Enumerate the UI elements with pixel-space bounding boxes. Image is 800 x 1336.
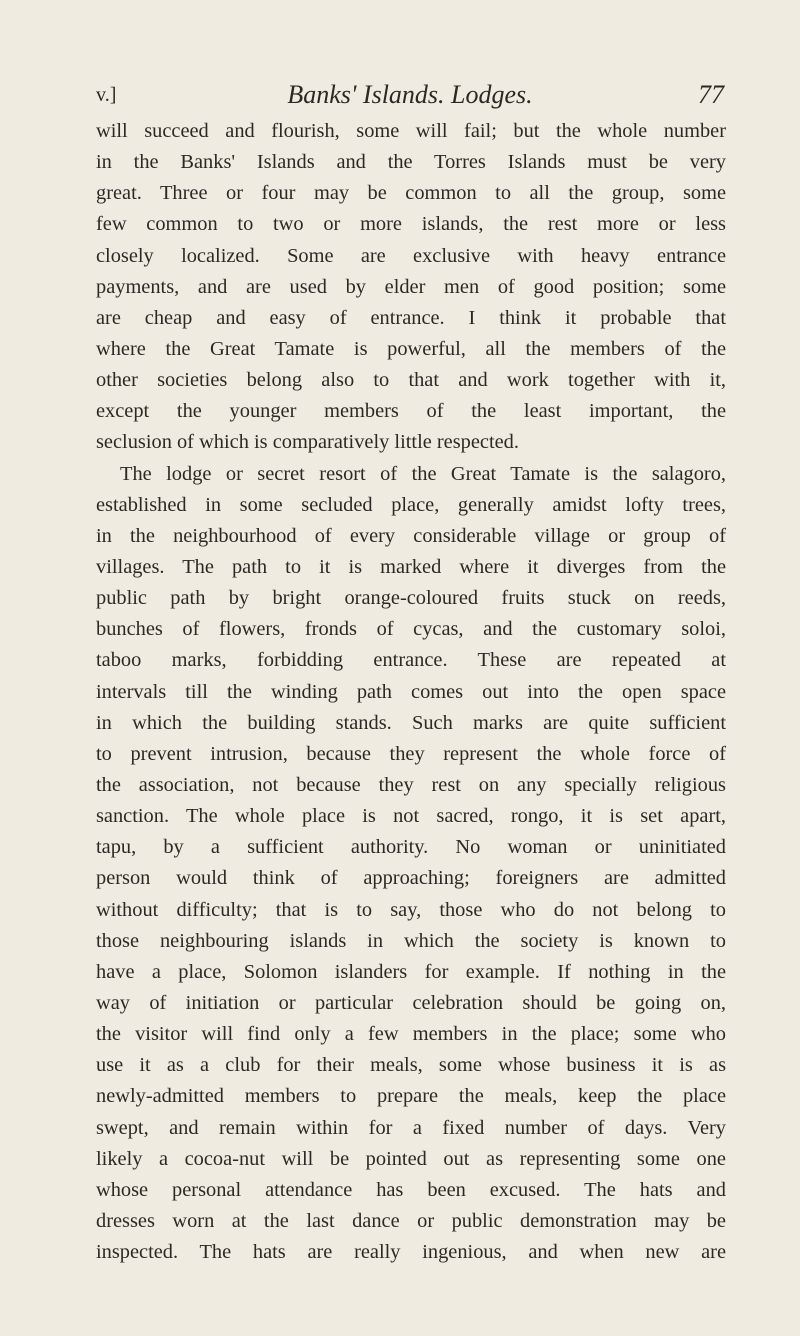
text-line: swept, and remain within for a fixed number of days. Very xyxy=(96,1116,726,1139)
text-line: are cheap and easy of entrance. I think it probable that xyxy=(96,306,726,329)
text-line: way of initiation or particular celebration should be going on, xyxy=(96,991,726,1014)
text-line: inspected. The hats are really ingenious, and when new are xyxy=(96,1241,726,1264)
text-line: public path by bright orange-coloured fruits stuck on reeds, xyxy=(96,587,726,610)
text-line: where the Great Tamate is powerful, all the members of the xyxy=(96,337,726,360)
running-head xyxy=(96,80,724,114)
text-line: to prevent intrusion, because they represent the whole force of xyxy=(96,742,726,765)
text-line: those neighbouring islands in which the society is known to xyxy=(96,929,726,952)
text-line: except the younger members of the least important, the xyxy=(96,400,726,423)
text-line: person would think of approaching; foreigners are admitted xyxy=(96,867,726,890)
text-line: great. Three or four may be common to all the group, some xyxy=(96,182,726,205)
paragraph-end-line: seclusion of which is comparatively little respected. xyxy=(96,431,519,454)
text-line: in which the building stands. Such marks are quite sufficient xyxy=(96,711,726,734)
text-line: taboo marks, forbidding entrance. These are repeated at xyxy=(96,649,726,672)
text-line: newly-admitted members to prepare the meals, keep the place xyxy=(96,1085,726,1108)
running-title: Banks' Islands. Lodges. xyxy=(287,80,533,109)
text-line: have a place, Solomon islanders for example. If nothing in the xyxy=(96,960,726,983)
text-line: whose personal attendance has been excused. The hats and xyxy=(96,1178,726,1201)
paragraph-start-line: The lodge or secret resort of the Great Tamate is the salagoro, xyxy=(120,462,726,485)
text-line: the visitor will find only a few members in the place; some who xyxy=(96,1023,726,1046)
text-line: likely a cocoa-nut will be pointed out as representing some one xyxy=(96,1147,726,1170)
text-line: bunches of flowers, fronds of cycas, and the customary soloi, xyxy=(96,618,726,641)
text-line: will succeed and flourish, some will fail; but the whole number xyxy=(96,120,726,142)
text-line: in the neighbourhood of every considerable village or group of xyxy=(96,524,726,547)
body-text xyxy=(96,116,726,1268)
text-line: few common to two or more islands, the rest more or less xyxy=(96,213,726,236)
text-line: without difficulty; that is to say, those who do not belong to xyxy=(96,898,726,921)
text-line: sanction. The whole place is not sacred, rongo, it is set apart, xyxy=(96,805,726,828)
text-line: payments, and are used by elder men of good position; some xyxy=(96,275,726,298)
chapter-number: v.] xyxy=(96,84,117,106)
text-line: the association, not because they rest on any specially religious xyxy=(96,773,726,796)
text-line: villages. The path to it is marked where it diverges from the xyxy=(96,555,726,578)
text-line: use it as a club for their meals, some whose business it is as xyxy=(96,1054,726,1077)
text-line: other societies belong also to that and work together with it, xyxy=(96,369,726,392)
text-line: tapu, by a sufficient authority. No woman or uninitiated xyxy=(96,836,726,859)
text-line: established in some secluded place, generally amidst lofty trees, xyxy=(96,493,726,516)
text-line: in the Banks' Islands and the Torres Islands must be very xyxy=(96,151,726,174)
text-line: dresses worn at the last dance or public demonstration may be xyxy=(96,1209,726,1232)
text-line: closely localized. Some are exclusive with heavy entrance xyxy=(96,244,726,267)
page-number: 77 xyxy=(698,80,724,109)
text-line: intervals till the winding path comes out into the open space xyxy=(96,680,726,703)
